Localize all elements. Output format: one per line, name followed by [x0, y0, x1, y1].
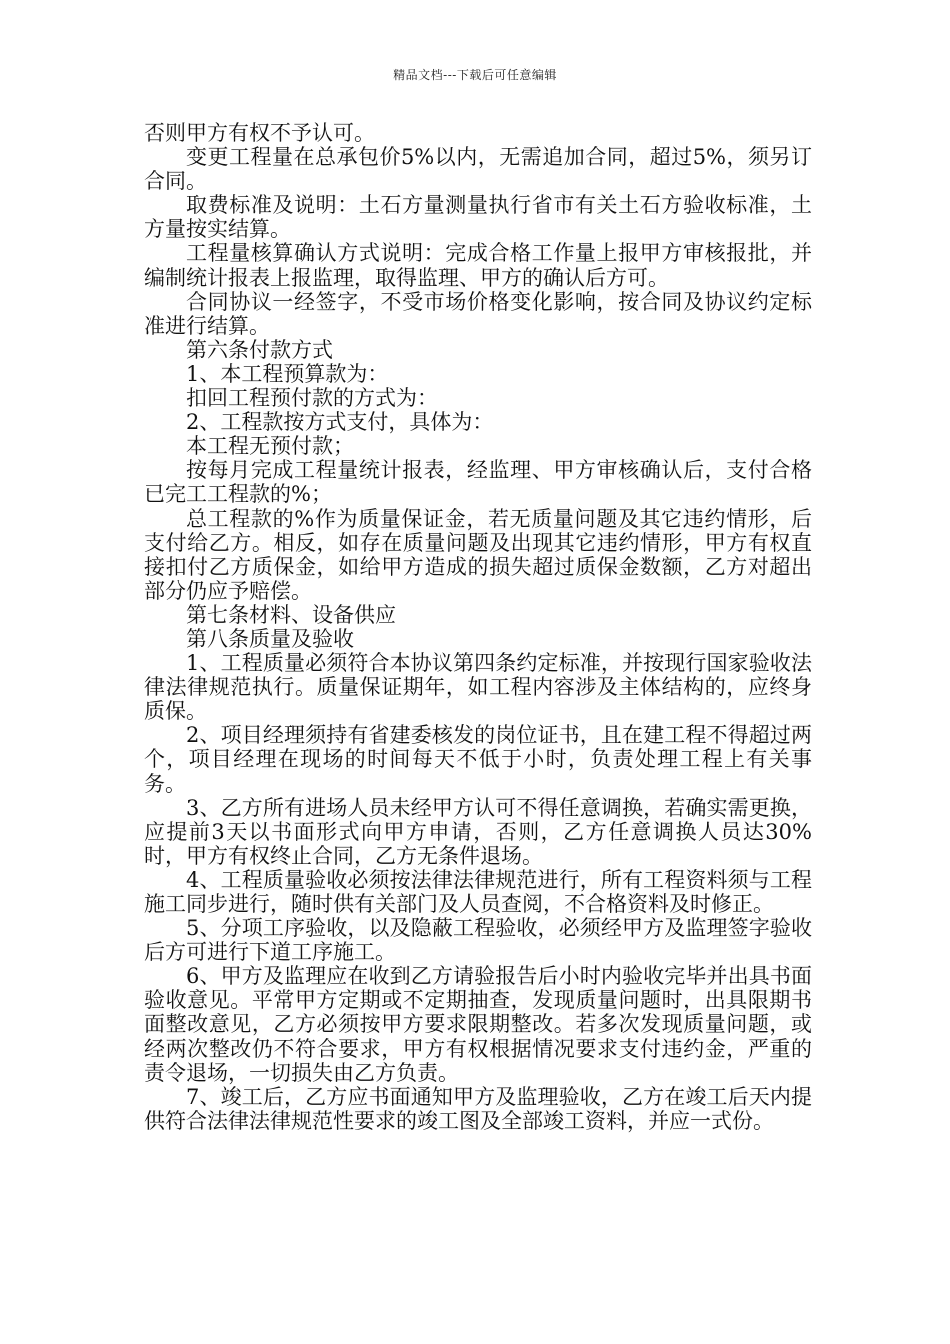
section-heading: 第六条付款方式 [186, 337, 333, 362]
paragraph: 2、项目经理须持有省建委核发的岗位证书，且在建工程不得超过两个，项目经理在现场的时间每天不低于小时，负责处理工程上有关事务。 [144, 723, 812, 796]
paragraph: 4、工程质量验收必须按法律法律规范进行，所有工程资料须与工程施工同步进行，随时供有关部门及人员查阅，不合格资料及时修正。 [144, 867, 812, 916]
paragraph: 1、工程质量必须符合本协议第四条约定标准，并按现行国家验收法律法律规范执行。质量保证期年，如工程内容涉及主体结构的，应终身质保。 [144, 651, 812, 724]
paragraph: 合同协议一经签字，不受市场价格变化影响，按合同及协议约定标准进行结算。 [144, 289, 812, 338]
paragraph: 扣回工程预付款的方式为： [186, 386, 438, 411]
document-body [144, 121, 812, 1133]
paragraph: 1、本工程预算款为： [186, 361, 389, 386]
paragraph: 2、工程款按方式支付，具体为： [186, 410, 494, 435]
paragraph: 取费标准及说明：土石方量测量执行省市有关土石方验收标准，土方量按实结算。 [144, 193, 812, 242]
section-heading: 第八条质量及验收 [186, 626, 354, 651]
paragraph: 工程量核算确认方式说明：完成合格工作量上报甲方审核报批，并编制统计报表上报监理，取得监理、甲方的确认后方可。 [144, 241, 812, 290]
section-heading: 第七条材料、设备供应 [186, 602, 396, 627]
paragraph: 7、竣工后，乙方应书面通知甲方及监理验收，乙方在竣工后天内提供符合法律法律规范性要求的竣工图及全部竣工资料，并应一式份。 [144, 1084, 812, 1133]
paragraph: 6、甲方及监理应在收到乙方请验报告后小时内验收完毕并出具书面验收意见。平常甲方定期或不定期抽查，发现质量问题时，出具限期书面整改意见，乙方必须按甲方要求限期整改。若多次发现质量问题，或经两次整改仍不符合要求，甲方有权根据情况要求支付违约金，严重的责令退场，一切损失由乙方负责。 [144, 964, 812, 1085]
paragraph: 本工程无预付款； [186, 434, 354, 459]
paragraph: 变更工程量在总承包价5%以内，无需追加合同，超过5%，须另订合同。 [144, 145, 812, 194]
paragraph: 按每月完成工程量统计报表，经监理、甲方审核确认后，支付合格已完工工程款的%； [144, 458, 812, 507]
paragraph: 3、乙方所有进场人员未经甲方认可不得任意调换，若确实需更换，应提前3天以书面形式向甲方申请，否则，乙方任意调换人员达30%时，甲方有权终止合同，乙方无条件退场。 [144, 795, 812, 868]
page-header: 精品文档---下载后可任意编辑 [393, 68, 557, 82]
paragraph: 否则甲方有权不予认可。 [144, 121, 375, 145]
paragraph: 5、分项工序验收，以及隐蔽工程验收，必须经甲方及监理签字验收后方可进行下道工序施工。 [144, 916, 812, 965]
paragraph: 总工程款的%作为质量保证金，若无质量问题及其它违约情形，后支付给乙方。相反，如存在质量问题及出现其它违约情形，甲方有权直接扣付乙方质保金，如给甲方造成的损失超过质保金数额，乙方对超出部分仍应予赔偿。 [144, 506, 812, 603]
